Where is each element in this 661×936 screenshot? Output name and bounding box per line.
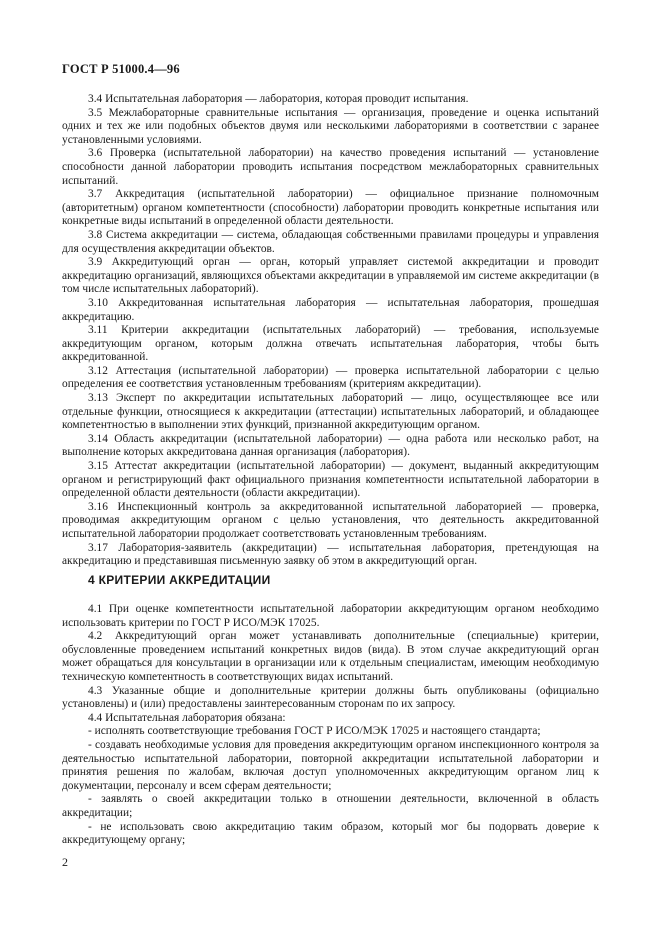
definition-paragraph: 3.16 Инспекционный контроль за аккредитованной испытательной лабораторией — проверка, проводимая аккредитующим органом с целью установления, что деятельность аккредитованной испытательной лаборатории продолжает соответствовать установленным требованиям. [62, 500, 599, 540]
definition-paragraph: 3.15 Аттестат аккредитации (испытательной лаборатории) — документ, выданный аккредитующим органом и регистрирующий факт официального признания компетентности испытательной лаборатории в определенной области деятельности (области аккредитации). [62, 460, 599, 500]
definition-paragraph: 3.17 Лаборатория-заявитель (аккредитации) — испытательная лаборатория, претендующая на аккредитацию и представившая письменную заявку об этом в аккредитующий орган. [62, 541, 599, 568]
criteria-paragraph: 4.2 Аккредитующий орган может устанавливать дополнительные (специальные) критерии, обусловленные проведением испытаний конкретных видов (вида). В этом случае аккредитующий орган может обращаться для консультации в организации или к отдельным специалистам, имеющим необходимую техническую компетентность в соответствующих видах испытаний. [62, 630, 599, 683]
definition-paragraph: 3.6 Проверка (испытательной лаборатории) на качество проведения испытаний — установление способности данной лаборатории проводить испытания посредством межлабораторных сравнительных испытаний. [62, 147, 599, 187]
definition-paragraph: 3.14 Область аккредитации (испытательной лаборатории) — одна работа или несколько работ, на выполнение которых аккредитована данная организация (лаборатория). [62, 432, 599, 459]
criteria-paragraph: 4.4 Испытательная лаборатория обязана: [88, 711, 286, 724]
definition-paragraph: 3.8 Система аккредитации — система, обладающая собственными правилами процедуры и управления для осуществления аккредитации объектов. [62, 228, 599, 255]
definition-paragraph: 3.5 Межлабораторные сравнительные испытания — организация, проведение и оценка испытаний одних и тех же или подобных объектов двумя или несколькими лабораториями в соответствии с заранее установленными условиями. [62, 106, 599, 146]
definition-paragraph: 3.9 Аккредитующий орган — орган, который управляет системой аккредитации и проводит аккредитацию организаций, являющихся объектами аккредитации в управляемой им системе аккредитации (в том числе испытательных лабораторий). [62, 256, 599, 296]
section-title: 4 КРИТЕРИИ АККРЕДИТАЦИИ [88, 573, 271, 587]
criteria-list-item: - исполнять соответствующие требования ГОСТ Р ИСО/МЭК 17025 и настоящего стандарта; [88, 725, 541, 738]
definition-paragraph: 3.7 Аккредитация (испытательной лаборатории) — официальное признание полномочным (авторитетным) органом компетентности (способности) лаборатории проводить конкретные испытания или конкретные виды испытаний в определенной области деятельности. [62, 188, 599, 228]
criteria-block [62, 603, 599, 848]
definition-paragraph: 3.13 Эксперт по аккредитации испытательных лабораторий — лицо, осуществляющее все или отдельные функции, относящиеся к аккредитации (аттестации) испытательных лабораторий, и обладающее компетентностью в выполнении этих функций, признанной аккредитующим органом. [62, 392, 599, 432]
page-number: 2 [62, 855, 68, 869]
criteria-list-item: - заявлять о своей аккредитации только в отношении деятельности, включенной в область аккредитации; [62, 793, 599, 819]
criteria-list-item: - создавать необходимые условия для проведения аккредитующим органом инспекционного контроля за деятельностью испытательной лаборатории, повторной аккредитации испытательной лаборатории и принятия решения по жалобам, включая доступ уполномоченных аккредитующим органом лиц к документации, персоналу и всем сферам деятельности; [62, 738, 599, 792]
criteria-paragraph: 4.3 Указанные общие и дополнительные критерии должны быть опубликованы (официально установлены) и (или) предоставлены заинтересованным сторонам по их запросу. [62, 684, 599, 711]
standard-code-header: ГОСТ Р 51000.4—96 [62, 62, 180, 76]
definition-paragraph: 3.4 Испытательная лаборатория — лаборатория, которая проводит испытания. [88, 93, 469, 105]
definition-paragraph: 3.11 Критерии аккредитации (испытательных лабораторий) — требования, используемые аккредитующим органом, которым должна отвечать испытательная лаборатория, чтобы быть аккредитованной. [62, 324, 599, 364]
criteria-list-item: - не использовать свою аккредитацию таким образом, который мог бы подорвать доверие к аккредитующему органу; [62, 820, 599, 847]
definitions-block [62, 93, 599, 569]
criteria-paragraph: 4.1 При оценке компетентности испытательной лаборатории аккредитующим органом необходимо использовать критерии по ГОСТ Р ИСО/МЭК 17025. [62, 603, 599, 629]
definition-paragraph: 3.10 Аккредитованная испытательная лаборатория — испытательная лаборатория, прошедшая аккредитацию. [62, 296, 599, 323]
definition-paragraph: 3.12 Аттестация (испытательной лаборатории) — проверка испытательной лаборатории с целью определения ее соответствия установленным требованиям (критериям аккредитации). [62, 364, 599, 391]
